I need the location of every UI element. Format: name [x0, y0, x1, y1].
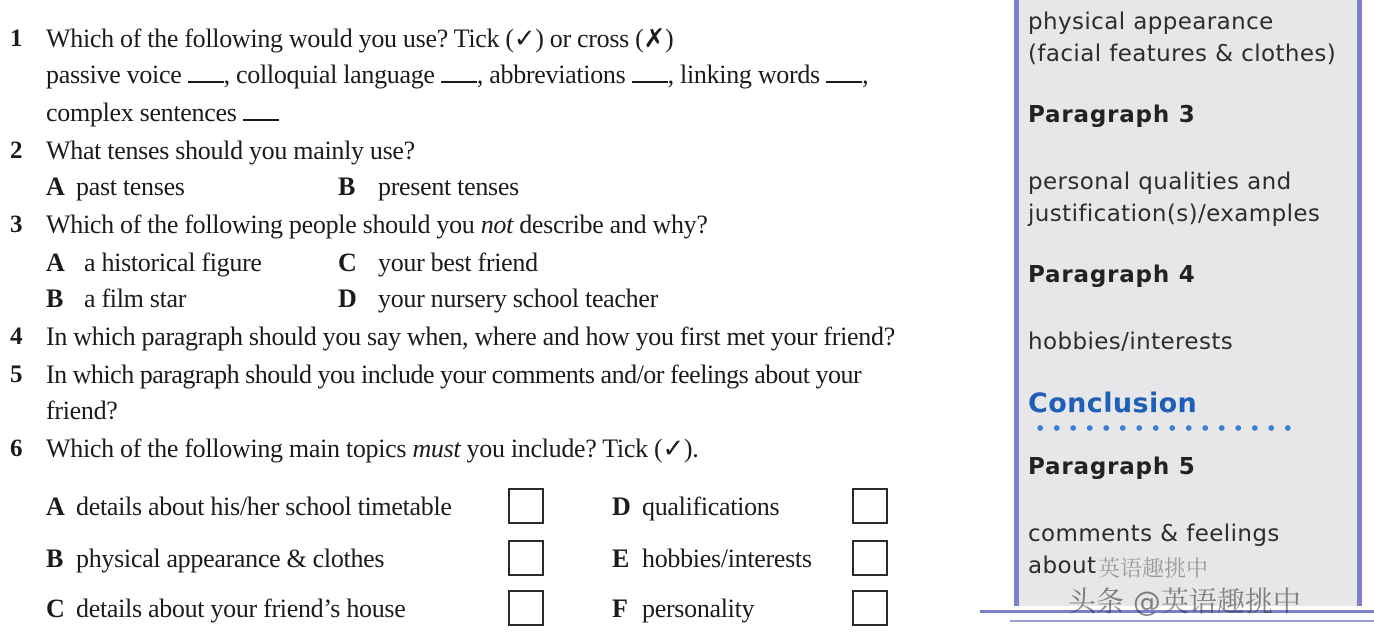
bottom-rule [1010, 620, 1374, 622]
option-text: a historical figure [84, 248, 262, 277]
q2-option-b [338, 172, 519, 202]
option-text: details about your friend’s house [76, 594, 406, 623]
conclusion-heading: Conclusion [1028, 388, 1198, 419]
q3-option-d [338, 284, 658, 314]
option-complex-sentences: complex sentences [46, 98, 243, 127]
q3-option-a [46, 248, 262, 278]
question-number: 4 [10, 323, 23, 350]
option-letter: A [46, 172, 65, 201]
answer-blank[interactable] [632, 63, 668, 83]
option-passive-voice: passive voice [46, 60, 188, 89]
option-text: qualifications [642, 492, 780, 521]
question-number: 1 [10, 25, 23, 52]
question-number: 6 [10, 435, 23, 462]
q3-option-b [46, 284, 186, 314]
q6-option-d [612, 492, 779, 522]
paragraph-2-content: physical appearance [1028, 9, 1274, 35]
option-letter: C [46, 594, 65, 623]
paragraph-3-content: justification(s)/examples [1028, 201, 1321, 227]
option-text: physical appearance & clothes [76, 544, 385, 573]
paragraph-5-content: about [1028, 553, 1097, 579]
q6-option-c [46, 594, 405, 624]
question-1-options [46, 60, 868, 90]
option-linking-words: , linking words [667, 60, 827, 89]
option-letter: D [612, 492, 631, 521]
q6-option-b [46, 544, 384, 574]
question-text: Which of the following people should you [46, 210, 481, 239]
option-text: past tenses [76, 172, 185, 201]
watermark-logo: 英语趣挑中 [1098, 557, 1209, 582]
option-letter: D [338, 284, 357, 313]
paragraph-2-content: (facial features & clothes) [1028, 41, 1337, 67]
question-3-text [46, 210, 708, 240]
question-2-text: What tenses should you mainly use? [46, 136, 415, 165]
option-letter: A [46, 248, 65, 277]
question-1-text: Which of the following would you use? Tick (✓) or cross (✗) [46, 24, 674, 53]
emphasis: must [412, 434, 461, 463]
checkbox-option-e[interactable] [852, 540, 888, 576]
checkbox-option-d[interactable] [852, 488, 888, 524]
question-number: 2 [10, 137, 23, 164]
option-text: your best friend [378, 248, 538, 277]
question-5-text: In which paragraph should you include your comments and/or feelings about your [46, 360, 862, 389]
answer-blank[interactable] [243, 101, 279, 121]
q3-option-c [338, 248, 538, 278]
checkbox-option-a[interactable] [508, 488, 544, 524]
watermark: 头条 @英语趣挑中 [1068, 585, 1301, 618]
checkbox-option-b[interactable] [508, 540, 544, 576]
answer-blank[interactable] [441, 63, 477, 83]
question-1-line3 [46, 98, 279, 128]
question-number: 3 [10, 211, 23, 238]
option-letter: B [46, 284, 64, 313]
option-text: personality [642, 594, 755, 623]
question-6-text [46, 434, 698, 464]
question-number: 5 [10, 361, 23, 388]
option-text: present tenses [378, 172, 519, 201]
question-text: you include? Tick (✓). [460, 434, 699, 463]
option-letter: B [338, 172, 356, 201]
option-colloquial-language: , colloquial language [223, 60, 441, 89]
option-letter: A [46, 492, 65, 521]
option-letter: B [46, 544, 64, 573]
question-4-text: In which paragraph should you say when, where and how you first met your friend? [46, 322, 895, 351]
question-text: describe and why? [513, 210, 708, 239]
comma: , [862, 60, 869, 89]
option-letter: C [338, 248, 357, 277]
option-letter: E [612, 544, 630, 573]
q6-option-f [612, 594, 754, 624]
checkbox-option-c[interactable] [508, 590, 544, 626]
dotted-divider [1032, 424, 1300, 432]
option-text: details about his/her school timetable [76, 492, 452, 521]
answer-blank[interactable] [826, 63, 862, 83]
question-text: Which of the following main topics [46, 434, 413, 463]
paragraph-3-content: personal qualities and [1028, 169, 1292, 195]
paragraph-3-heading: Paragraph 3 [1028, 102, 1196, 128]
emphasis: not [480, 210, 514, 239]
checkbox-option-f[interactable] [852, 590, 888, 626]
plan-panel [1014, 0, 1362, 606]
answer-blank[interactable] [188, 63, 224, 83]
paragraph-4-content: hobbies/interests [1028, 329, 1234, 355]
option-abbreviations: , abbreviations [476, 60, 632, 89]
option-text: hobbies/interests [642, 544, 812, 573]
option-text: your nursery school teacher [378, 284, 658, 313]
q6-option-a [46, 492, 452, 522]
q6-option-e [612, 544, 812, 574]
paragraph-4-heading: Paragraph 4 [1028, 262, 1196, 288]
option-text: a film star [84, 284, 187, 313]
question-5-text-cont: friend? [46, 396, 118, 425]
paragraph-5-content: comments & feelings [1028, 521, 1280, 547]
paragraph-5-heading: Paragraph 5 [1028, 454, 1196, 480]
option-letter: F [612, 594, 628, 623]
q2-option-a [46, 172, 185, 202]
